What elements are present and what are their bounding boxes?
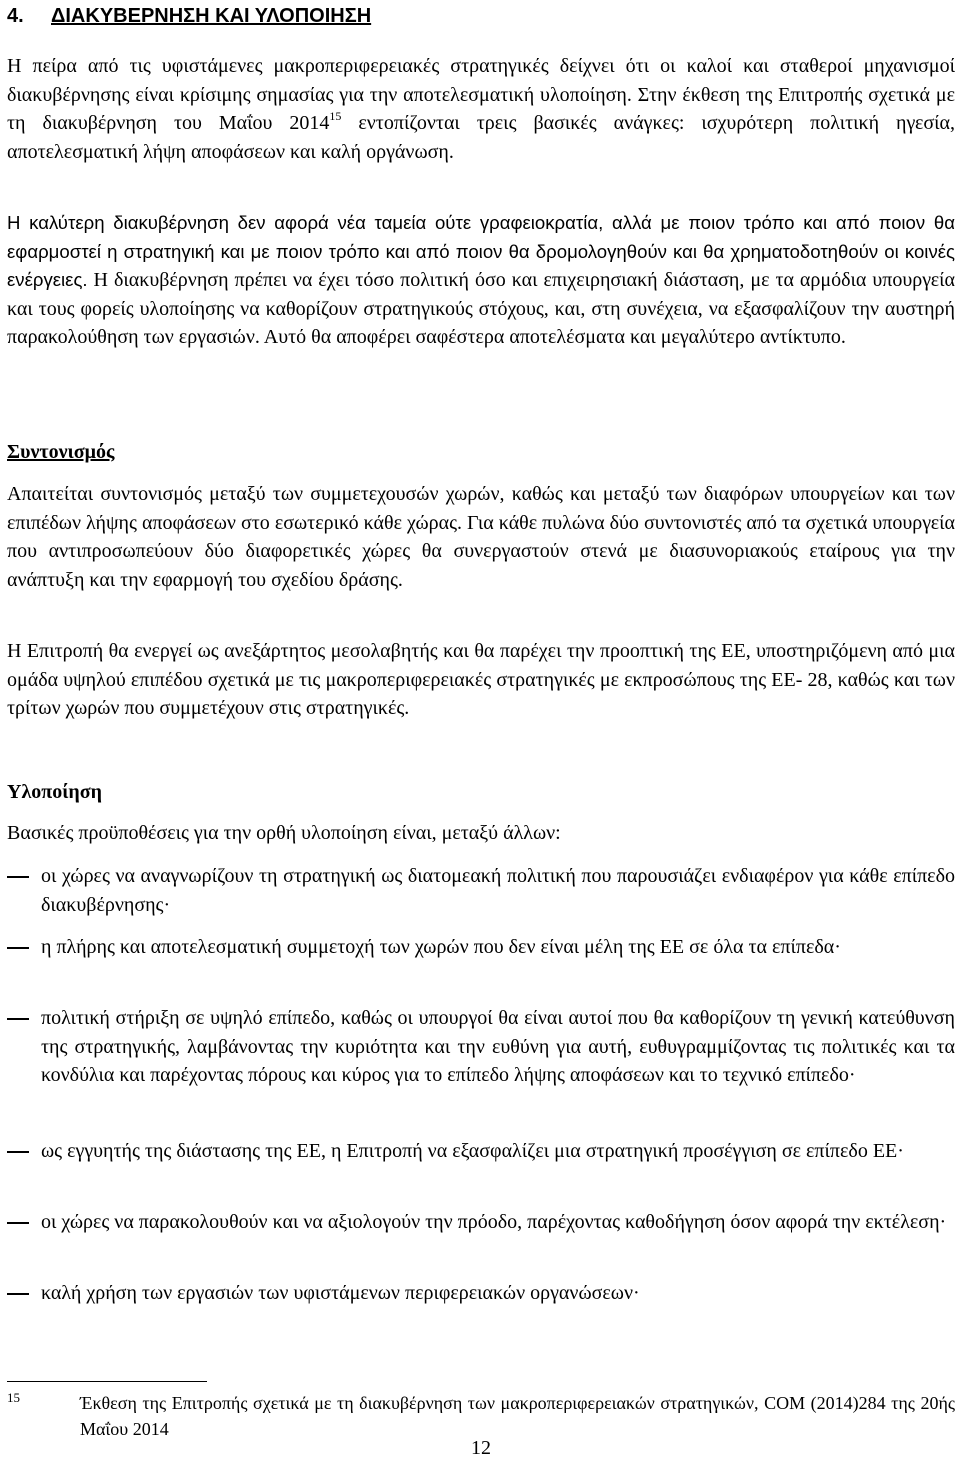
coordination-paragraph-2: Η Επιτροπή θα ενεργεί ως ανεξάρτητος μεσολαβητής και θα παρέχει την προοπτική της ΕΕ, υποστηριζόμενη από μια ομάδα υψηλού επιπέδου σχετικά με τις μακροπεριφερειακές στρατηγικές με εκπροσώπους της ΕΕ- 28, καθώς και των τρίτων χωρών που συμμετέχουν στις στρατηγικές.: [7, 640, 955, 719]
section-number: 4.: [7, 5, 24, 27]
list-item-text: οι χώρες να παρακολουθούν και να αξιολογούν την πρόοδο, παρέχοντας καθοδήγηση όσον αφορά την εκτέλεση·: [41, 1211, 947, 1233]
list-item-text: καλή χρήση των εργασιών των υφιστάμενων περιφερειακών οργανώσεων·: [41, 1282, 640, 1304]
governance-text-sans: Η καλύτερη διακυβέρνηση δεν αφορά νέα ταμεία ούτε γραφειοκρατία, αλλά με ποιον τρόπο και από ποιον θα εφαρμοστεί η στρατηγική και με ποιον τρόπο και από ποιον θα δρομολογηθούν και θα χρηματοδοτηθούν οι κοινές ενέργειες.: [7, 212, 955, 290]
footnote-number: 15: [7, 1390, 20, 1405]
intro-text: Η πείρα από τις υφιστάμενες μακροπεριφερειακές στρατηγικές δείχνει ότι οι καλοί και σταθεροί μηχανισμοί διακυβέρνησης είναι κρίσιμης σημασίας για την αποτελεσματική υλοποίηση. Στην έκθεση της Επιτροπής σχετικά με τη διακυβέρνηση του Μαΐου 2014: [7, 55, 955, 134]
list-item-text: πολιτική στήριξη σε υψηλό επίπεδο, καθώς οι υπουργοί θα είναι αυτοί που θα καθορίζουν τη γενική κατεύθυνση της στρατηγικής, λαμβάνοντας την κυριότητα και την ευθύνη για αυτή, ευθυγραμμίζοντας τις πολιτικές και τα κονδύλια και παρέχοντας πόρους και κύρος για το επίπεδο λήψης αποφάσεων και το τεχνικό επίπεδο·: [41, 1007, 955, 1086]
footnote-reference[interactable]: 15: [329, 109, 342, 123]
dash-bullet-icon: [7, 1151, 29, 1153]
implementation-heading: Υλοποίηση: [7, 781, 103, 803]
footnote-text: Έκθεση της Επιτροπής σχετικά με τη διακυβέρνηση των μακροπεριφερειακών στρατηγικών, COM (2014)284 της 20ής Μαΐου 2014: [80, 1393, 955, 1439]
list-item-text: οι χώρες να αναγνωρίζουν τη στρατηγική ως διατομεακή πολιτική που παρουσιάζει ενδιαφέρον για κάθε επίπεδο διακυβέρνησης·: [41, 865, 955, 916]
list-item-text: ως εγγυητής της διάστασης της ΕΕ, η Επιτροπή να εξασφαλίζει μια στρατηγική προσέγγιση σε επίπεδο ΕΕ·: [41, 1140, 904, 1162]
coordination-heading: Συντονισμός: [7, 441, 115, 463]
dash-bullet-icon: [7, 1293, 29, 1295]
section-heading: [7, 4, 371, 28]
dash-bullet-icon: [7, 947, 29, 949]
coordination-paragraph-1: Απαιτείται συντονισμός μεταξύ των συμμετεχουσών χωρών, καθώς και μεταξύ των διαφόρων υπουργείων και των επιπέδων λήψης αποφάσεων στο εσωτερικό κάθε χώρας. Για κάθε πυλώνα δύο συντονιστές από τα σχετικά υπουργεία που αντιπροσωπεύουν δύο διαφορετικές χώρες θα συνεργαστούν στενά με διασυνοριακούς εταίρους για την ανάπτυξη και την εφαρμογή του σχεδίου δράσης.: [7, 483, 955, 591]
intro-text-continued: εντοπίζονται τρεις βασικές ανάγκες: ισχυρότερη πολιτική ηγεσία, αποτελεσματική λήψη αποφάσεων και καλή οργάνωση.: [7, 112, 955, 163]
page-number: 12: [471, 1437, 491, 1459]
list-item-text: η πλήρης και αποτελεσματική συμμετοχή των χωρών που δεν είναι μέλη της ΕΕ σε όλα τα επίπεδα·: [41, 936, 841, 958]
list-item: [7, 862, 955, 919]
dash-bullet-icon: [7, 1018, 29, 1020]
intro-paragraph: [7, 52, 955, 166]
footnote-separator: [7, 1381, 207, 1382]
list-item: [7, 1004, 955, 1090]
implementation-intro: Βασικές προϋποθέσεις για την ορθή υλοποίηση είναι, μεταξύ άλλων:: [7, 822, 561, 844]
list-item: [7, 933, 955, 962]
governance-paragraph: [7, 209, 955, 352]
list-item: [7, 1279, 955, 1308]
list-item: [7, 1137, 955, 1166]
list-item: [7, 1208, 955, 1237]
dash-bullet-icon: [7, 876, 29, 878]
governance-text-serif: Η διακυβέρνηση πρέπει να έχει τόσο πολιτική όσο και επιχειρησιακή διάσταση, με τα αρμόδια υπουργεία και τους φορείς υλοποίησης να καθορίζουν στρατηγικούς στόχους, και, στη συνέχεια, να εξασφαλίζουν την αυστηρή παρακολούθηση των εργασιών. Αυτό θα αποφέρει σαφέστερα αποτελέσματα και μεγαλύτερο αντίκτυπο.: [7, 269, 955, 348]
dash-bullet-icon: [7, 1222, 29, 1224]
section-title: ΔΙΑΚΥΒΕΡΝΗΣΗ ΚΑΙ ΥΛΟΠΟΙΗΣΗ: [51, 5, 372, 27]
